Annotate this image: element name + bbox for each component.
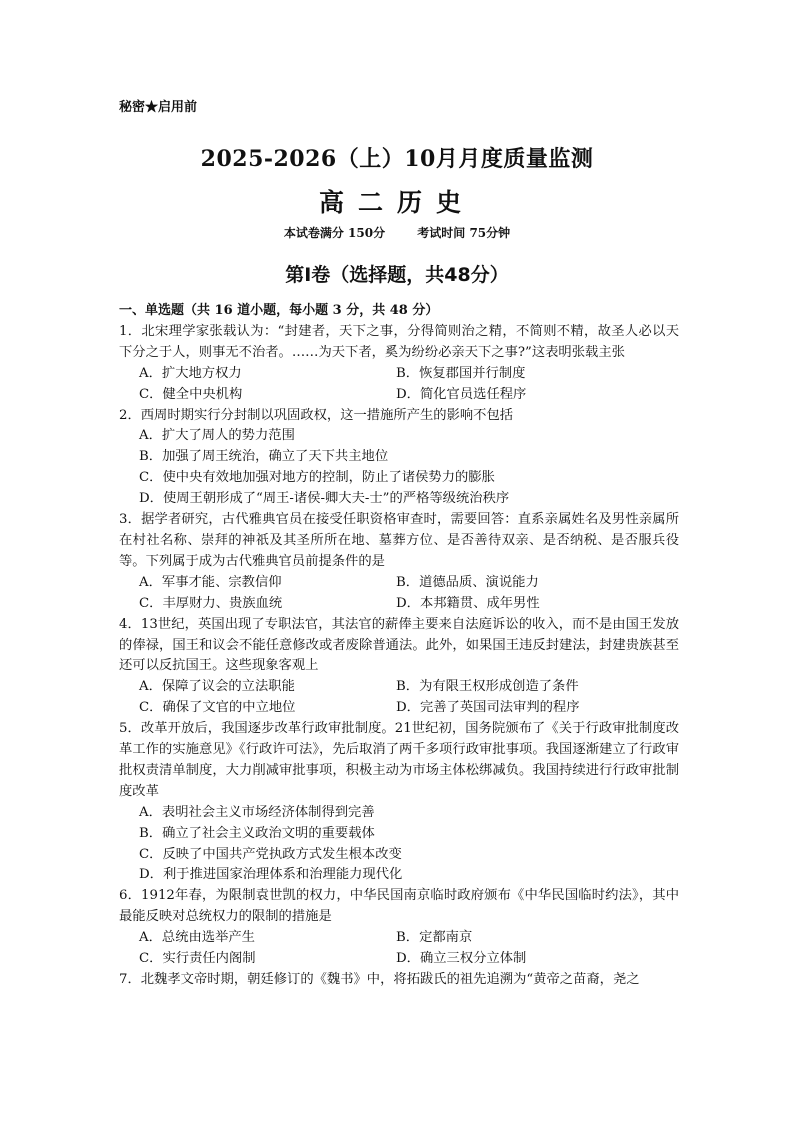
- question-text: 3．据学者研究，古代雅典官员在接受任职资格审查时，需要回答：直系亲属姓名及男性亲属所在村社名称、崇拜的神祇及其圣所所在地、墓葬方位、是否善待双亲、是否纳税、是否服兵役等。下列属于成为古代雅典官员前提条件的是: [119, 512, 679, 569]
- option-b: B．道德品质、演说能力: [396, 574, 539, 590]
- question-3: [119, 510, 679, 615]
- question-text: 2．西周时期实行分封制以巩固政权，这一措施所产生的影响不包括: [119, 407, 514, 423]
- option-a: A．表明社会主义市场经济体制得到完善: [139, 804, 375, 820]
- subject-title: 高二历史: [318, 188, 475, 217]
- option-c: C．使中央有效地加强对地方的控制，防止了诸侯势力的膨胀: [139, 470, 495, 486]
- question-5: [119, 719, 679, 886]
- option-b: B．恢复郡国并行制度: [396, 365, 526, 381]
- option-c: C．确保了文官的中立地位: [139, 700, 296, 716]
- questions-area: [119, 301, 679, 991]
- option-a: A．总统由选举产生: [139, 930, 255, 946]
- secret-label: 秘密★启用前: [119, 100, 198, 115]
- exam-title: 2025-2026（上）10月月度质量监测: [200, 146, 594, 172]
- option-a: A．保障了议会的立法职能: [139, 679, 295, 695]
- option-a: A．扩大了周人的势力范围: [139, 428, 295, 444]
- option-b: B．定都南京: [396, 930, 473, 946]
- option-c: C．实行责任内阁制: [139, 951, 256, 967]
- options: [119, 573, 679, 615]
- exam-info: [0, 224, 794, 241]
- options: [119, 364, 679, 406]
- question-text: 1．北宋理学家张载认为：“封建者，天下之事，分得简则治之精，不简则不精，故圣人必以天下分之于人，则事无不治者。……为天下者，奚为纷纷必亲天下之事?”这表明张载主张: [119, 323, 679, 360]
- question-text: 6．1912年春，为限制袁世凯的权力，中华民国南京临时政府颁布《中华民国临时约法》，其中最能反映对总统权力的限制的措施是: [119, 888, 679, 925]
- question-4: [119, 615, 679, 720]
- question-6: [119, 886, 679, 970]
- section-heading: 一、单选题（共 16 道小题，每小题 3 分，共 48 分）: [119, 303, 439, 318]
- question-text: 7．北魏孝文帝时期，朝廷修订的《魏书》中，将拓跋氏的祖先追溯为“黄帝之苗裔，尧之: [119, 972, 640, 987]
- option-b: B．加强了周王统治，确立了天下共主地位: [139, 449, 389, 465]
- option-b: B．确立了社会主义政治文明的重要载体: [139, 825, 375, 841]
- option-c: C．反映了中国共产党执政方式发生根本改变: [139, 846, 402, 862]
- option-c: C．健全中央机构: [139, 386, 243, 402]
- option-d: D．确立三权分立体制: [396, 951, 527, 967]
- question-2: [119, 406, 679, 511]
- question-1: [119, 322, 679, 406]
- question-text: 4．13世纪，英国出现了专职法官，其法官的薪俸主要来自法庭诉讼的收入，而不是由国王发放的俸禄，国王和议会不能任意修改或者废除普通法。此外，如果国王违反封建法，封建贵族甚至还可以反抗国王。这些现象客观上: [119, 616, 679, 674]
- exam-time: 考试时间 75分钟: [417, 226, 511, 240]
- question-text: 5．改革开放后，我国逐步改革行政审批制度。21世纪初，国务院颁布了《关于行政审批制度改革工作的实施意见》《行政许可法》，先后取消了两千多项行政审批事项。我国逐渐建立了行政审批权责清单制度，大力削减审批事项，积极主动为市场主体松绑减负。我国持续进行行政审批制度改革: [119, 721, 679, 799]
- option-d: D．完善了英国司法审判的程序: [396, 700, 580, 716]
- options: [119, 677, 679, 719]
- option-d: D．简化官员选任程序: [396, 386, 527, 402]
- option-d: D．本邦籍贯、成年男性: [396, 595, 540, 611]
- option-a: A．军事才能、宗教信仰: [139, 574, 282, 590]
- part-title: 第Ⅰ卷（选择题，共48分）: [285, 264, 509, 286]
- option-b: B．为有限王权形成创造了条件: [396, 679, 579, 695]
- option-d: D．利于推进国家治理体系和治理能力现代化: [139, 867, 403, 883]
- option-c: C．丰厚财力、贵族血统: [139, 595, 283, 611]
- options: [119, 928, 679, 970]
- options: [119, 803, 679, 887]
- options: [119, 426, 679, 510]
- option-a: A．扩大地方权力: [139, 365, 242, 381]
- question-7: [119, 970, 679, 991]
- option-d: D．使周王朝形成了“周王-诸侯-卿大夫-士”的严格等级统治秩序: [139, 491, 510, 507]
- full-score: 本试卷满分 150分: [283, 226, 386, 240]
